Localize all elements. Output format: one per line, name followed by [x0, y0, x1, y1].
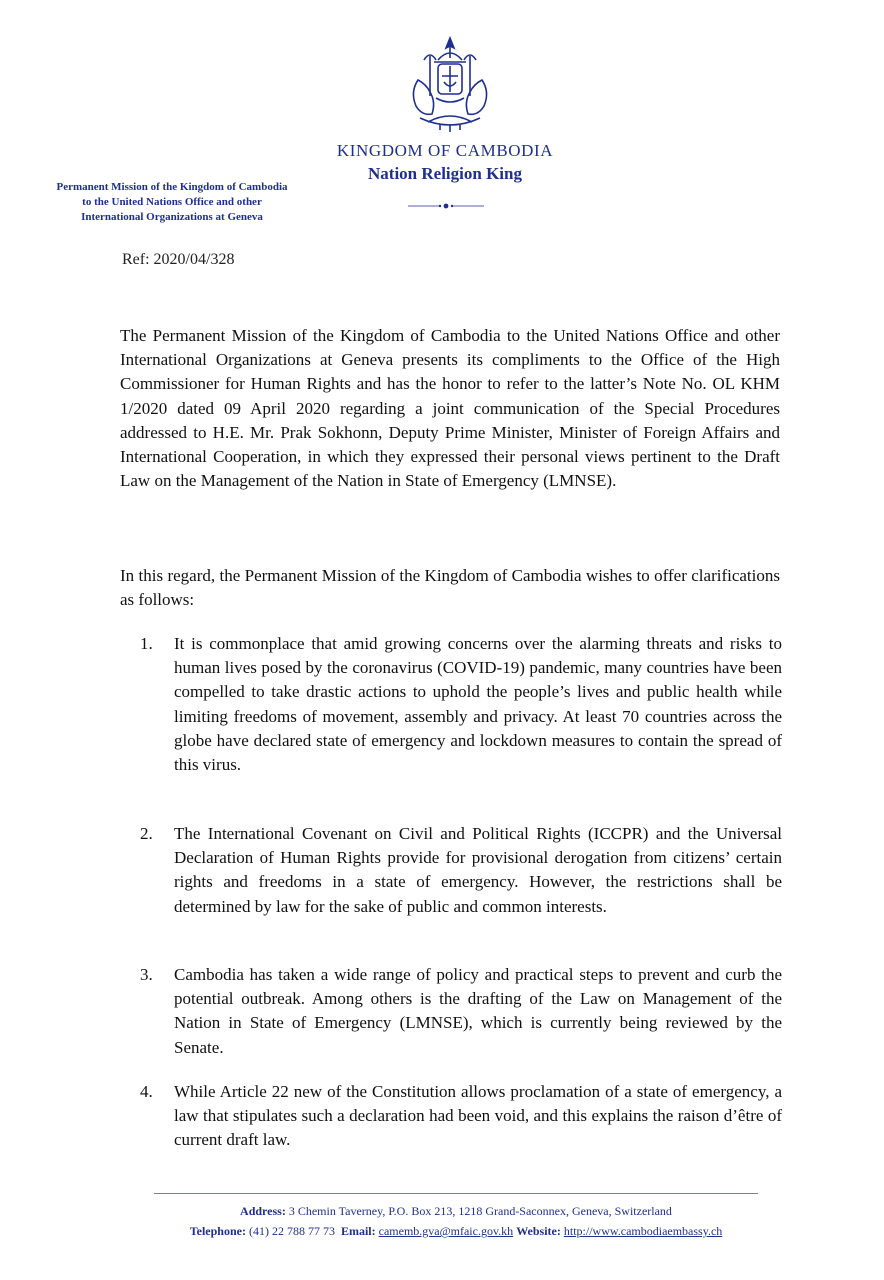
website-label: Website:: [516, 1224, 561, 1238]
email-link[interactable]: camemb.gva@mfaic.gov.kh: [378, 1224, 514, 1238]
list-item: [120, 632, 782, 777]
sender-line-2: to the United Nations Office and other: [82, 196, 262, 208]
letterhead-title: KINGDOM OF CAMBODIA: [336, 141, 554, 160]
email-label: Email:: [340, 1224, 376, 1238]
list-item-number: 4.: [140, 1082, 153, 1101]
list-item-number: 1.: [140, 634, 153, 653]
list-item: [120, 963, 782, 1060]
address-label: Address:: [240, 1204, 286, 1218]
list-item: [120, 1080, 782, 1153]
footer-contact: [100, 1224, 812, 1239]
list-item-text: While Article 22 new of the Constitution allows proclamation of a state of emergency, a law that stipulates such a declaration had been void, and this explains the raison d’être of current draft law.: [174, 1082, 782, 1150]
sender-line-3: International Organizations at Geneva: [81, 211, 263, 223]
ornament-divider-icon: [406, 199, 486, 211]
list-item: [120, 822, 782, 919]
body-paragraph-intro: The Permanent Mission of the Kingdom of Cambodia to the United Nations Office and other International Organizations at Geneva presents its compliments to the Office of the High Commissioner for Human Rights and has the honor to refer to the latter’s Note No. OL KHM 1/2020 dated 09 April 2020 regarding a joint communication of the Special Procedures addressed to H.E. Mr. Prak Sokhonn, Deputy Prime Minister, Minister of Foreign Affairs and International Cooperation, in which they expressed their personal views pertinent to the Draft Law on the Management of the Nation in State of Emergency (LMNSE).: [120, 326, 780, 491]
body-paragraph-regard: In this regard, the Permanent Mission of the Kingdom of Cambodia wishes to offer clarifications as follows:: [120, 566, 780, 610]
website-link[interactable]: http://www.cambodiaembassy.ch: [563, 1224, 723, 1238]
sender-line-1: Permanent Mission of the Kingdom of Cambodia: [56, 181, 288, 193]
list-item-number: 3.: [140, 965, 153, 984]
list-item-text: Cambodia has taken a wide range of policy and practical steps to prevent and curb the potential outbreak. Among others is the drafting of the Law on Management of the Nation in State of Emergency (LMNSE), which is currently being reviewed by the Senate.: [174, 965, 782, 1057]
royal-coat-of-arms-icon: [400, 36, 500, 134]
list-item-text: It is commonplace that amid growing concerns over the alarming threats and risks to human lives posed by the coronavirus (COVID-19) pandemic, many countries have been compelled to take drastic actions to uphold the people’s lives and public health while limiting freedoms of movement, assembly and privacy. At least 70 countries across the globe have declared state of emergency and lockdown measures to contain the spread of this virus.: [174, 634, 782, 775]
list-item-number: 2.: [140, 824, 153, 843]
list-item-text: The International Covenant on Civil and Political Rights (ICCPR) and the Universal Declaration of Human Rights provide for provisional derogation from citizens’ certain rights and freedoms in a state of emergency. However, the restrictions shall be determined by law for the sake of public and common interests.: [174, 824, 782, 916]
reference-number: Ref: 2020/04/328: [122, 251, 235, 268]
footer-address: [100, 1204, 812, 1219]
sender-block: [22, 180, 322, 225]
footer-divider: [154, 1193, 758, 1194]
telephone-value: (41) 22 788 77 73: [248, 1224, 335, 1238]
letterhead-motto: Nation Religion King: [368, 164, 522, 183]
address-value: 3 Chemin Taverney, P.O. Box 213, 1218 Grand-Saconnex, Geneva, Switzerland: [288, 1204, 672, 1218]
telephone-label: Telephone:: [189, 1224, 246, 1238]
